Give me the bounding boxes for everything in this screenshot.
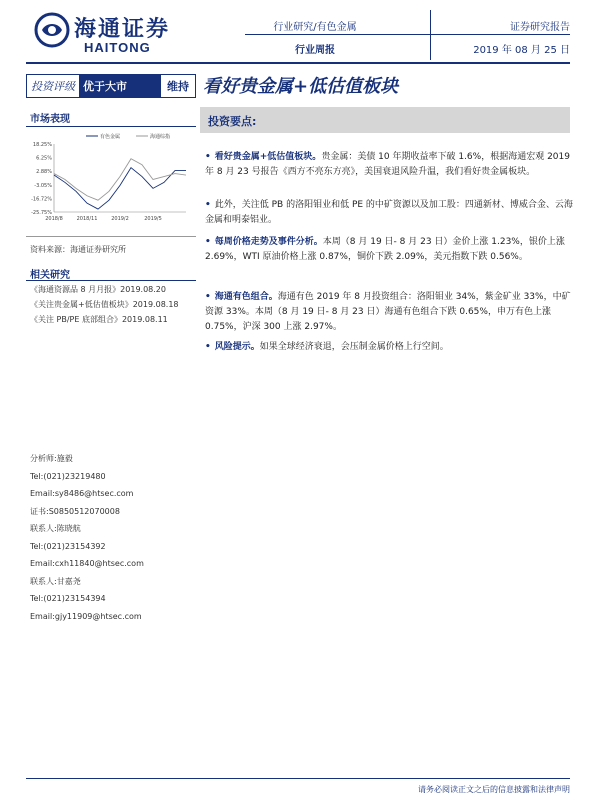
- header-vdivider: [430, 10, 431, 60]
- rating-label: 投资评级: [27, 75, 79, 97]
- x-tick-label: 2018/8: [45, 216, 63, 222]
- x-tick-label: 2019/2: [111, 216, 129, 222]
- logo-text-en: HAITONG: [84, 40, 151, 55]
- legend-label: 海通综指: [150, 134, 171, 140]
- related-item[interactable]: 《关注贵金属+低估值板块》2019.08.18: [30, 300, 179, 309]
- header-report-type: 行业周报: [295, 45, 335, 56]
- market-rule: [26, 126, 196, 127]
- header-date: 2019 年 08 月 25 日: [473, 45, 570, 56]
- bullet-icon: •: [205, 237, 211, 247]
- keypoint-text: 此外，关注低 PB 的洛阳钼业和低 PE 的中矿资源以及加工股：四通新材、博威合金、云海金属和明泰铝业。: [205, 200, 573, 225]
- logo-text-cn: 海通证券: [74, 16, 171, 42]
- header-divider: [245, 34, 570, 35]
- bullet-icon: •: [205, 292, 211, 302]
- header-doc-type: 证券研究报告: [510, 22, 570, 33]
- x-tick-label: 2019/5: [144, 216, 162, 222]
- report-title: 看好贵金属+低估值板块: [203, 76, 399, 97]
- keypoint-text: 本周（8 月 19 日- 8 月 23 日）金价上涨 1.23%，银价上涨 2.69%，WTI 原油价格上涨 0.87%，铜价下跌 2.09%，美元指数下跌 0.56%。: [205, 237, 565, 262]
- contact-name: 联系人:陈晓航: [30, 524, 81, 533]
- market-chart: [26, 130, 196, 230]
- analyst-tel: Tel:(021)23219480: [30, 471, 106, 481]
- analyst-cert: 证书:S0850512070008: [30, 506, 120, 516]
- contact-name: 联系人:甘嘉尧: [30, 576, 81, 586]
- related-item[interactable]: 《关注 PB/PE 底部组合》2019.08.11: [30, 315, 168, 324]
- bullet-icon: •: [205, 342, 211, 352]
- rating-status: 维持: [161, 75, 195, 97]
- related-rule: [26, 280, 196, 281]
- source-rule: [26, 236, 196, 237]
- y-tick-label: 6.25%: [36, 155, 52, 162]
- header-category: 行业研究/有色金属: [273, 22, 357, 33]
- contact-email[interactable]: Email:cxh11840@htsec.com: [30, 559, 144, 568]
- y-tick-label: -25.75%: [31, 210, 52, 216]
- keypoint-text: 贵金属：美债 10 年期收益率下破 1.6%，根据海通宏观 2019 年 8 月 23 号报告《西方不亮东方亮》，美国衰退风险升温，我们看好贵金属板块。: [205, 152, 570, 177]
- x-tick-label: 2018/11: [76, 216, 98, 222]
- header-rule: [26, 62, 570, 64]
- chart-svg: [26, 130, 196, 230]
- analyst-contacts: [30, 450, 144, 625]
- keypoint-lead: 看好贵金属+低估值板块。: [214, 152, 322, 162]
- bullet-icon: •: [205, 152, 211, 162]
- keypoint-para: [205, 198, 575, 228]
- y-tick-label: 2.88%: [36, 169, 52, 176]
- related-item[interactable]: 《海通资源品 8 月月报》2019.08.20: [30, 285, 166, 294]
- keypoint-text: 海通有色 2019 年 8 月投资组合：洛阳钼业 34%，紫金矿业 33%，中矿资源 33%。本周（8 月 19 日- 8 月 23 日）海通有色组合下跌 0.65%，申万有色上涨 0.75%，沪深 300 上涨 2.97%。: [205, 292, 571, 332]
- legend-label: 有色金属: [100, 134, 121, 140]
- contact-email[interactable]: Email:gjy11909@htsec.com: [30, 611, 142, 621]
- keypoints-bar: [200, 107, 570, 133]
- y-tick-label: -3.05%: [34, 182, 52, 189]
- contact-tel: Tel:(021)23154392: [30, 541, 106, 551]
- keypoint-para: [205, 340, 575, 355]
- related-heading: 相关研究: [30, 270, 70, 281]
- keypoint-para: [205, 235, 575, 265]
- related-list: [30, 282, 205, 327]
- keypoint-text: 如果全球经济衰退，会压制金属价格上行空间。: [259, 342, 449, 352]
- keypoints-heading: 投资要点:: [208, 115, 257, 128]
- keypoint-para: [205, 290, 575, 335]
- keypoint-lead: 海通有色组合。: [214, 292, 278, 302]
- bullet-icon: •: [205, 200, 211, 210]
- keypoint-lead: 每周价格走势及事件分析。: [214, 237, 323, 247]
- keypoint-para: [205, 150, 575, 180]
- footer-rule: [26, 778, 570, 779]
- analyst-email[interactable]: Email:sy8486@htsec.com: [30, 489, 134, 498]
- footer-disclaimer: 请务必阅读正文之后的信息披露和法律声明: [418, 785, 570, 794]
- logo-emblem-icon: [34, 12, 70, 48]
- rating-box: [26, 74, 196, 98]
- analyst-name: 分析师:施毅: [30, 454, 73, 463]
- keypoint-lead: 风险提示。: [214, 342, 260, 352]
- market-heading: 市场表现: [30, 114, 70, 125]
- series-line: [54, 168, 186, 209]
- y-tick-label: 18.25%: [32, 142, 52, 148]
- chart-source: 资料来源：海通证券研究所: [30, 245, 126, 254]
- rating-value: 优于大市: [79, 75, 161, 97]
- contact-tel: Tel:(021)23154394: [30, 594, 106, 603]
- y-tick-label: -16.72%: [31, 196, 52, 203]
